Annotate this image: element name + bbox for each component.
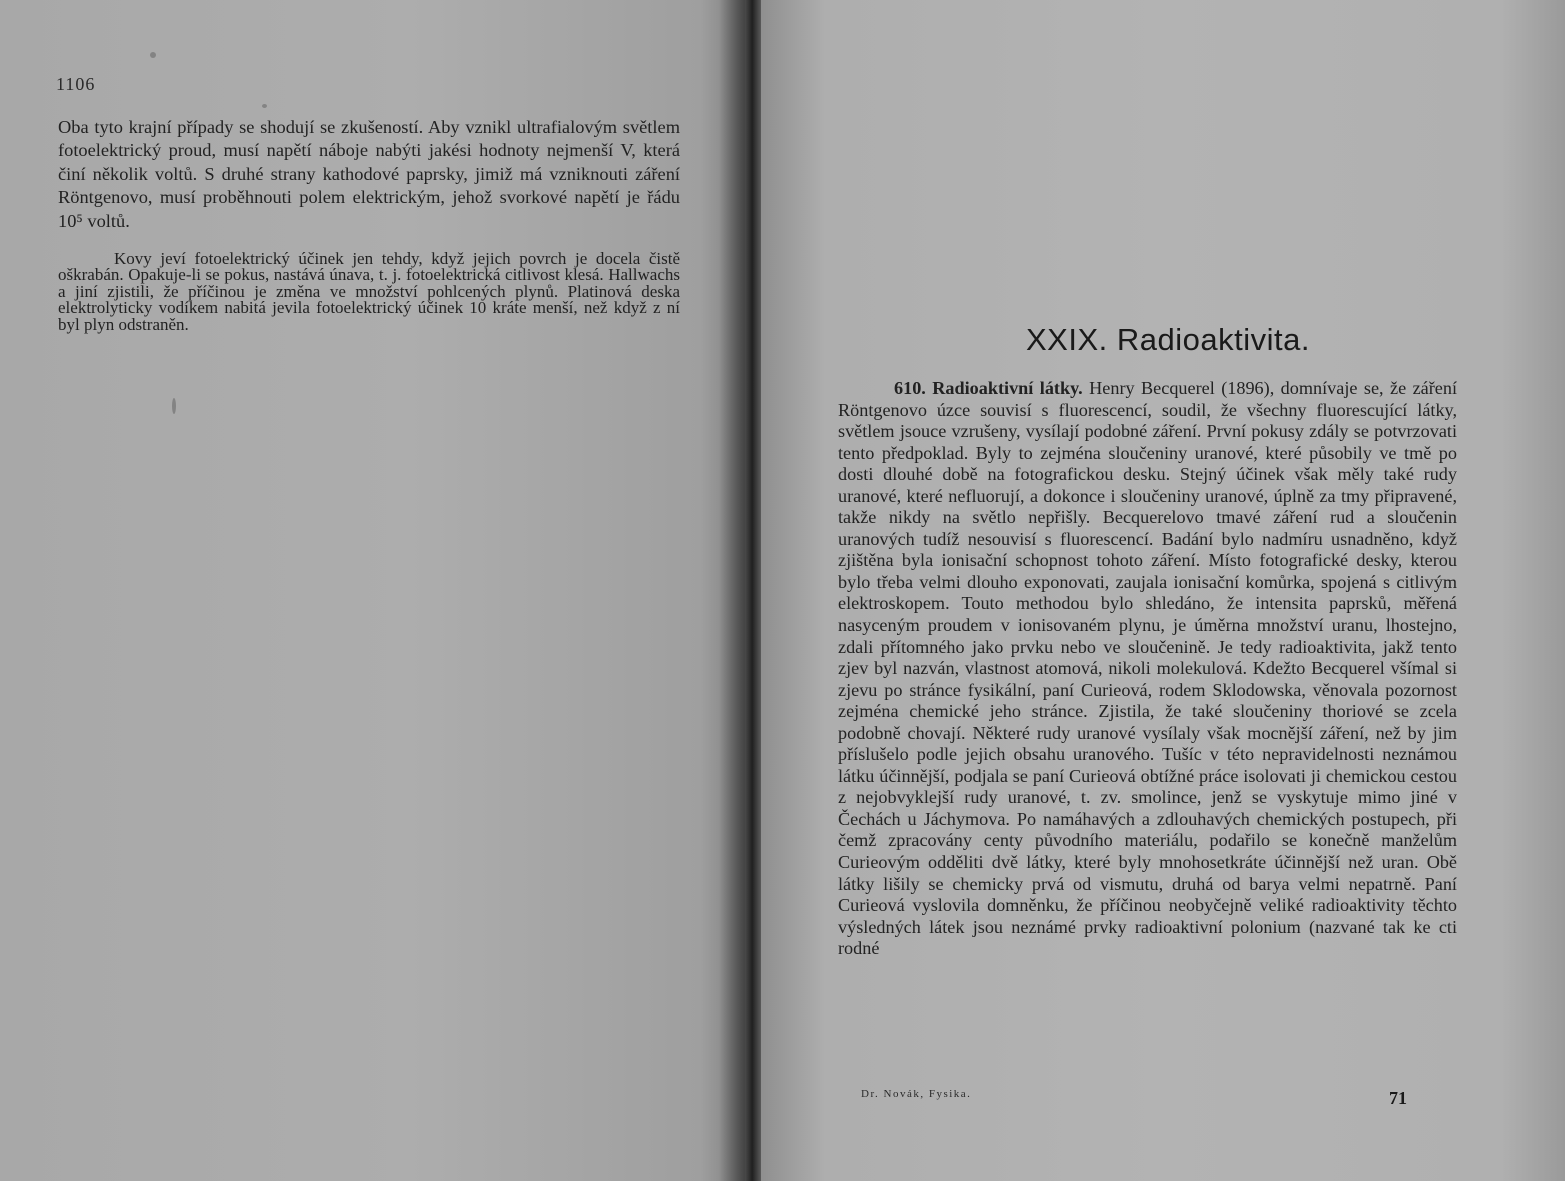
footer-signature: Dr. Novák, Fysika. [861,1088,972,1100]
left-paragraph-1: Oba tyto krajní případy se shodují se zkušeností. Aby vznikl ultrafialovým světlem fotoelektrický proud, musí napětí náboje nabýti jakési hodnoty nejmenší V, která činí několik voltů. S druhé strany kathodové paprsky, jimiž má vzniknouti záření Röntgenovo, musí proběhnouti polem elektrickým, jehož svorkové napětí je řádu 10⁵ voltů. [58,117,680,231]
left-paragraph-2: Kovy jeví fotoelektrický účinek jen tehdy, když jejich povrch je docela čistě oškrabán. Opakuje-li se pokus, nastává únava, t. j. fotoelektrická citlivost klesá. Hallwachs a jiní zjistili, že příčinou je změna ve množství pohlcených plynů. Platinová deska elektrolyticky vodíkem nabitá jevila fotoelektrický účinek 10 kráte menší, než když z ní byl plyn odstraněn. [58,249,680,334]
page-number-left: 1106 [56,74,96,94]
section-heading: Radioaktivní látky. [932,378,1083,398]
paper-speck [262,104,267,108]
page-number-right: 71 [1389,1088,1407,1108]
right-page [761,0,1565,1181]
right-text-block [838,378,1457,960]
section-number: 610. [894,378,926,398]
left-page-gutter-shadow [719,0,745,1181]
chapter-title: XXIX. Radioaktivita. [1026,322,1310,357]
section-paragraph [838,378,1457,960]
paper-speck [150,52,156,58]
book-gutter [745,0,761,1181]
section-body: Henry Becquerel (1896), domnívaje se, že záření Röntgenovo úzce souvisí s fluorescencí, soudil, že všechny fluorescující látky, světlem jsouce vzrušeny, vysílají podobné záření. První pokusy zdály se potvrzovati tento předpoklad. Byly to zejména sloučeniny uranové, které působily ve tmě po dosti dlouhé době na fotografickou desku. Stejný účinek však měly také rudy uranové, které nefluorují, a dokonce i sloučeniny uranové, úplně za tmy připravené, takže nikdy na světlo nepřišly. Becquerelovo tmavé záření rud a sloučenin uranových tudíž nesouvisí s fluorescencí. Badání bylo nadmíru usnadněno, když zjištěna byla ionisační schopnost tohoto záření. Místo fotografické desky, kterou bylo třeba velmi dlouho exponovati, zaujala ionisační komůrka, spojená s citlivým elektroskopem. Touto methodou bylo shledáno, že intensita paprsků, měřená nasyceným proudem v ionisovaném plynu, je úměrna množství uranu, lhostejno, zdali přítomného jako prvku nebo ve sloučenině. Je tedy radioaktivita, jakž tento zjev byl nazván, vlastnost atomová, nikoli molekulová. Kdežto Becquerel všímal si zjevu po stránce fysikální, paní Curieová, rodem Sklodowska, věnovala pozornost zejména chemické jeho stránce. Zjistila, že také sloučeniny thoriové se zcela podobně chovají. Některé rudy uranové vysílaly však mocnější záření, než by jim příslušelo podle jejich obsahu uranového. Tušíc v této nepravidelnosti neznámou látku účinnější, podjala se paní Curieová obtížné práce isolovati ji chemickou cestou z nejobvyklejší rudy uranové, t. zv. smolince, jenž se vyskytuje mimo jiné v Čechách u Jáchymova. Po namáhavých a zdlouhavých chemických postupech, při čemž zpracovány centy původního materiálu, podařilo se konečně manželům Curieovým odděliti dvě látky, které byly mnohosetkráte účinnější než uran. Obě látky lišily se chemicky prvá od vismutu, druhá od barya velmi nepatrně. Paní Curieová vyslovila domněnku, že příčinou neobyčejně veliké radioaktivity těchto výsledných látek jsou neznámé prvky radioaktivní polonium (nazvané tak ke cti rodné [838,378,1458,959]
left-page [0,0,745,1181]
left-text-block [58,116,680,333]
paper-speck [172,398,176,414]
